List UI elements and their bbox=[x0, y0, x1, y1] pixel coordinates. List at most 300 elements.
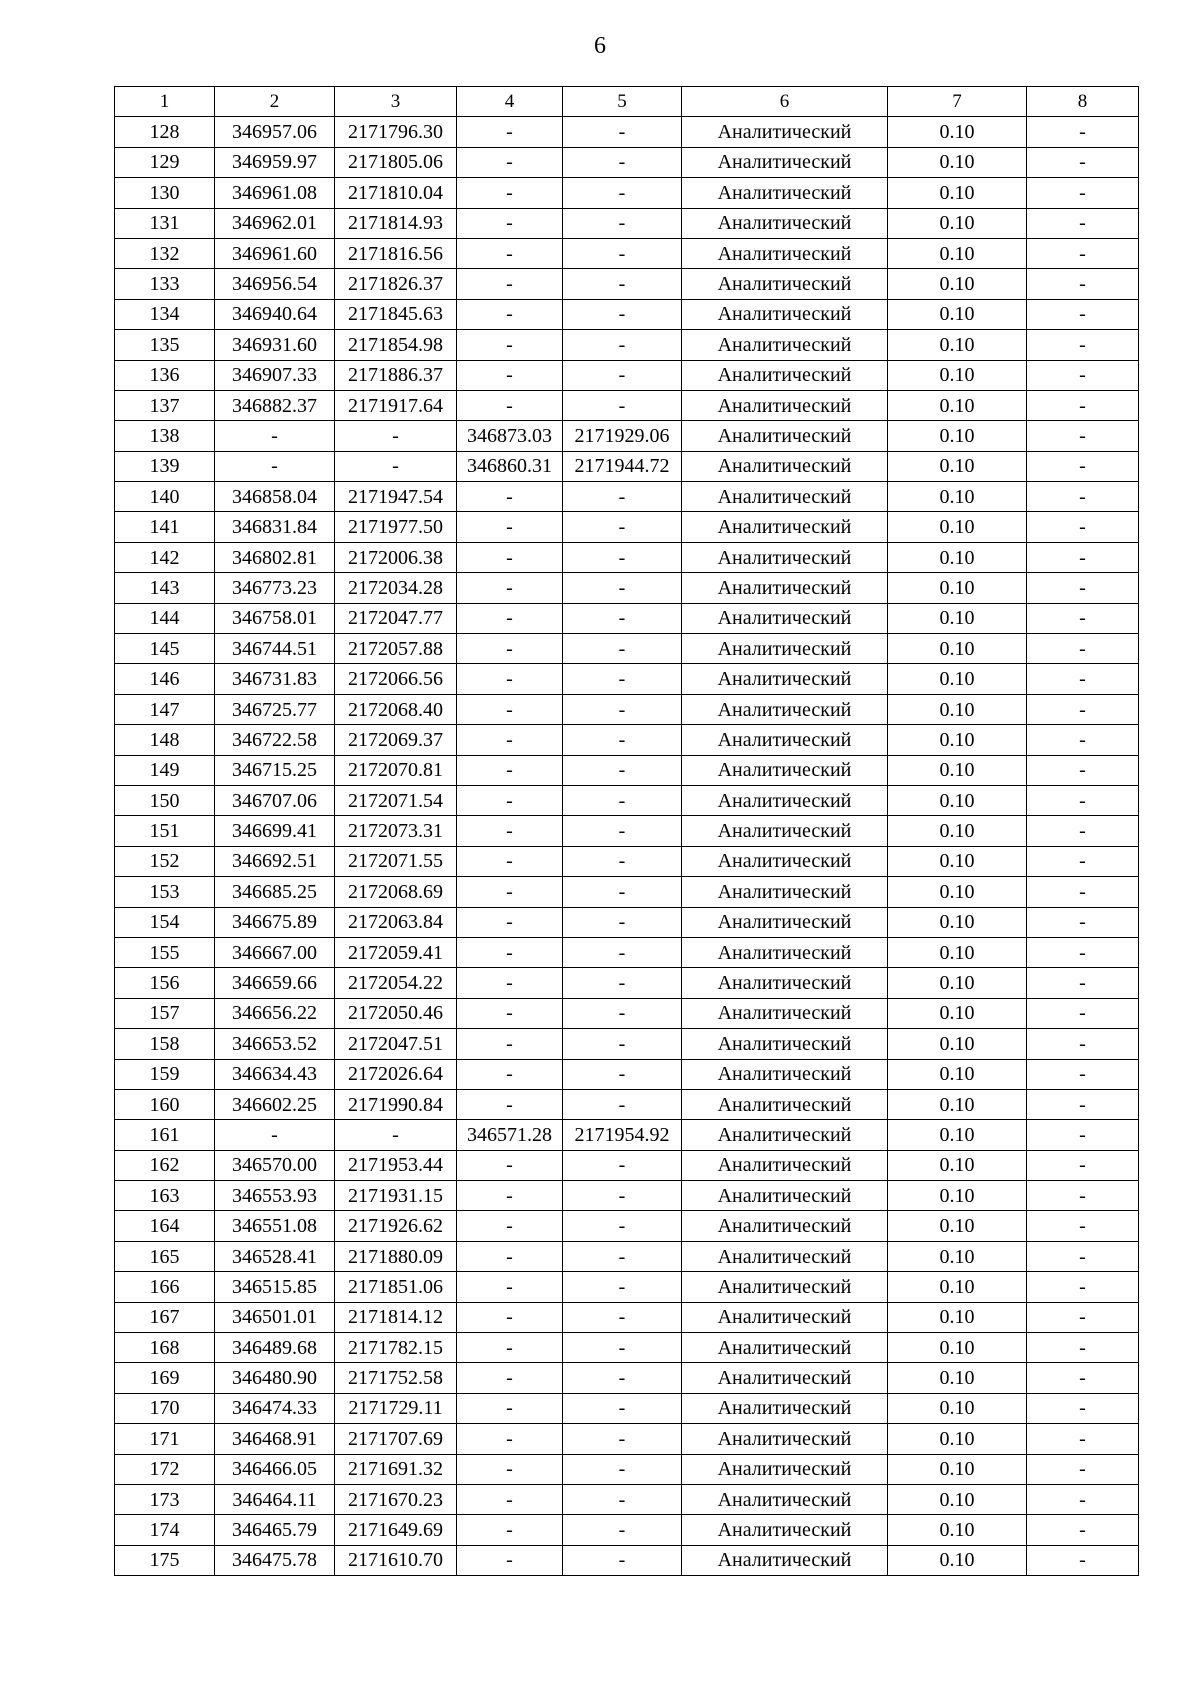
table-row bbox=[115, 1363, 1139, 1393]
cell-y-coordinate-alt: - bbox=[563, 907, 682, 937]
cell-point-number: 145 bbox=[115, 634, 215, 664]
cell-x-coordinate-alt: - bbox=[457, 664, 563, 694]
cell-method: Аналитический bbox=[682, 937, 888, 967]
cell-note: - bbox=[1027, 269, 1139, 299]
cell-accuracy: 0.10 bbox=[888, 1150, 1027, 1180]
table-row bbox=[115, 694, 1139, 724]
cell-y-coordinate: 2171990.84 bbox=[335, 1089, 457, 1119]
cell-point-number: 169 bbox=[115, 1363, 215, 1393]
cell-x-coordinate-alt: - bbox=[457, 1363, 563, 1393]
cell-y-coordinate: 2171691.32 bbox=[335, 1454, 457, 1484]
cell-x-coordinate: 346707.06 bbox=[215, 785, 335, 815]
cell-note: - bbox=[1027, 1211, 1139, 1241]
cell-x-coordinate: 346553.93 bbox=[215, 1181, 335, 1211]
cell-y-coordinate: 2171917.64 bbox=[335, 390, 457, 420]
cell-accuracy: 0.10 bbox=[888, 360, 1027, 390]
cell-x-coordinate-alt: - bbox=[457, 755, 563, 785]
column-header-x-coordinate-alt: 4 bbox=[457, 87, 563, 117]
cell-accuracy: 0.10 bbox=[888, 634, 1027, 664]
cell-y-coordinate-alt: - bbox=[563, 998, 682, 1028]
cell-y-coordinate-alt: - bbox=[563, 1454, 682, 1484]
cell-point-number: 152 bbox=[115, 846, 215, 876]
cell-note: - bbox=[1027, 968, 1139, 998]
cell-y-coordinate: 2172071.55 bbox=[335, 846, 457, 876]
table-row bbox=[115, 451, 1139, 481]
cell-point-number: 136 bbox=[115, 360, 215, 390]
cell-x-coordinate-alt: - bbox=[457, 330, 563, 360]
cell-x-coordinate-alt: - bbox=[457, 178, 563, 208]
cell-x-coordinate-alt: - bbox=[457, 1545, 563, 1575]
cell-point-number: 166 bbox=[115, 1272, 215, 1302]
table-row bbox=[115, 1029, 1139, 1059]
cell-x-coordinate-alt: - bbox=[457, 1241, 563, 1271]
cell-x-coordinate: 346634.43 bbox=[215, 1059, 335, 1089]
cell-note: - bbox=[1027, 1272, 1139, 1302]
cell-y-coordinate-alt: - bbox=[563, 1241, 682, 1271]
cell-accuracy: 0.10 bbox=[888, 725, 1027, 755]
cell-x-coordinate-alt: - bbox=[457, 1454, 563, 1484]
table-row bbox=[115, 482, 1139, 512]
cell-note: - bbox=[1027, 877, 1139, 907]
cell-accuracy: 0.10 bbox=[888, 330, 1027, 360]
cell-y-coordinate: 2171931.15 bbox=[335, 1181, 457, 1211]
cell-y-coordinate-alt: - bbox=[563, 482, 682, 512]
cell-x-coordinate-alt: - bbox=[457, 573, 563, 603]
cell-point-number: 129 bbox=[115, 147, 215, 177]
cell-y-coordinate: 2171926.62 bbox=[335, 1211, 457, 1241]
cell-accuracy: 0.10 bbox=[888, 1545, 1027, 1575]
cell-x-coordinate-alt: - bbox=[457, 269, 563, 299]
cell-note: - bbox=[1027, 603, 1139, 633]
cell-accuracy: 0.10 bbox=[888, 907, 1027, 937]
table-row bbox=[115, 1333, 1139, 1363]
cell-y-coordinate: 2171814.93 bbox=[335, 208, 457, 238]
cell-x-coordinate: 346725.77 bbox=[215, 694, 335, 724]
cell-accuracy: 0.10 bbox=[888, 1059, 1027, 1089]
table-row bbox=[115, 968, 1139, 998]
cell-method: Аналитический bbox=[682, 573, 888, 603]
cell-x-coordinate: 346959.97 bbox=[215, 147, 335, 177]
cell-note: - bbox=[1027, 1241, 1139, 1271]
cell-note: - bbox=[1027, 907, 1139, 937]
cell-x-coordinate-alt: - bbox=[457, 147, 563, 177]
cell-x-coordinate-alt: - bbox=[457, 968, 563, 998]
cell-y-coordinate: 2171805.06 bbox=[335, 147, 457, 177]
cell-note: - bbox=[1027, 178, 1139, 208]
cell-y-coordinate: 2171953.44 bbox=[335, 1150, 457, 1180]
cell-point-number: 144 bbox=[115, 603, 215, 633]
cell-point-number: 139 bbox=[115, 451, 215, 481]
cell-x-coordinate-alt: - bbox=[457, 208, 563, 238]
cell-accuracy: 0.10 bbox=[888, 147, 1027, 177]
cell-y-coordinate: - bbox=[335, 1120, 457, 1150]
cell-point-number: 151 bbox=[115, 816, 215, 846]
table-row bbox=[115, 1454, 1139, 1484]
cell-y-coordinate: 2171707.69 bbox=[335, 1424, 457, 1454]
cell-x-coordinate: 346961.60 bbox=[215, 238, 335, 268]
cell-point-number: 147 bbox=[115, 694, 215, 724]
cell-y-coordinate-alt: - bbox=[563, 1515, 682, 1545]
cell-y-coordinate-alt: - bbox=[563, 269, 682, 299]
cell-y-coordinate: 2172050.46 bbox=[335, 998, 457, 1028]
cell-x-coordinate: 346722.58 bbox=[215, 725, 335, 755]
cell-point-number: 170 bbox=[115, 1393, 215, 1423]
cell-accuracy: 0.10 bbox=[888, 937, 1027, 967]
cell-y-coordinate: 2172026.64 bbox=[335, 1059, 457, 1089]
table-row bbox=[115, 1181, 1139, 1211]
cell-method: Аналитический bbox=[682, 816, 888, 846]
cell-y-coordinate-alt: - bbox=[563, 330, 682, 360]
cell-accuracy: 0.10 bbox=[888, 846, 1027, 876]
cell-note: - bbox=[1027, 390, 1139, 420]
cell-method: Аналитический bbox=[682, 238, 888, 268]
cell-y-coordinate-alt: 2171954.92 bbox=[563, 1120, 682, 1150]
cell-note: - bbox=[1027, 1484, 1139, 1514]
cell-accuracy: 0.10 bbox=[888, 1241, 1027, 1271]
cell-y-coordinate: 2172066.56 bbox=[335, 664, 457, 694]
cell-y-coordinate: 2171782.15 bbox=[335, 1333, 457, 1363]
cell-note: - bbox=[1027, 694, 1139, 724]
table-row bbox=[115, 907, 1139, 937]
cell-point-number: 174 bbox=[115, 1515, 215, 1545]
cell-y-coordinate: 2171826.37 bbox=[335, 269, 457, 299]
cell-accuracy: 0.10 bbox=[888, 1484, 1027, 1514]
cell-note: - bbox=[1027, 1454, 1139, 1484]
cell-point-number: 155 bbox=[115, 937, 215, 967]
cell-x-coordinate: 346957.06 bbox=[215, 117, 335, 147]
cell-note: - bbox=[1027, 1181, 1139, 1211]
cell-y-coordinate: 2172047.77 bbox=[335, 603, 457, 633]
cell-accuracy: 0.10 bbox=[888, 208, 1027, 238]
cell-point-number: 133 bbox=[115, 269, 215, 299]
cell-x-coordinate-alt: - bbox=[457, 360, 563, 390]
cell-point-number: 143 bbox=[115, 573, 215, 603]
cell-y-coordinate: 2171880.09 bbox=[335, 1241, 457, 1271]
cell-method: Аналитический bbox=[682, 1484, 888, 1514]
cell-x-coordinate-alt: - bbox=[457, 877, 563, 907]
table-row bbox=[115, 1515, 1139, 1545]
cell-method: Аналитический bbox=[682, 755, 888, 785]
cell-x-coordinate-alt: - bbox=[457, 542, 563, 572]
cell-x-coordinate-alt: - bbox=[457, 1211, 563, 1241]
column-header-point-number: 1 bbox=[115, 87, 215, 117]
table-header-row bbox=[115, 87, 1139, 117]
cell-note: - bbox=[1027, 634, 1139, 664]
cell-y-coordinate: 2172047.51 bbox=[335, 1029, 457, 1059]
table-row bbox=[115, 1302, 1139, 1332]
cell-y-coordinate-alt: - bbox=[563, 1150, 682, 1180]
table-row bbox=[115, 1393, 1139, 1423]
cell-x-coordinate: 346931.60 bbox=[215, 330, 335, 360]
cell-x-coordinate-alt: - bbox=[457, 1484, 563, 1514]
cell-y-coordinate: 2171796.30 bbox=[335, 117, 457, 147]
cell-point-number: 154 bbox=[115, 907, 215, 937]
cell-method: Аналитический bbox=[682, 1029, 888, 1059]
cell-x-coordinate-alt: - bbox=[457, 603, 563, 633]
cell-note: - bbox=[1027, 238, 1139, 268]
cell-point-number: 135 bbox=[115, 330, 215, 360]
cell-note: - bbox=[1027, 1120, 1139, 1150]
cell-y-coordinate: 2171854.98 bbox=[335, 330, 457, 360]
table-row bbox=[115, 1272, 1139, 1302]
cell-accuracy: 0.10 bbox=[888, 1181, 1027, 1211]
cell-x-coordinate: 346653.52 bbox=[215, 1029, 335, 1059]
cell-accuracy: 0.10 bbox=[888, 755, 1027, 785]
cell-point-number: 164 bbox=[115, 1211, 215, 1241]
cell-note: - bbox=[1027, 785, 1139, 815]
cell-x-coordinate-alt: - bbox=[457, 634, 563, 664]
cell-y-coordinate: - bbox=[335, 421, 457, 451]
table-body bbox=[115, 117, 1139, 1576]
cell-y-coordinate-alt: 2171929.06 bbox=[563, 421, 682, 451]
cell-note: - bbox=[1027, 755, 1139, 785]
cell-x-coordinate-alt: - bbox=[457, 937, 563, 967]
table-row bbox=[115, 238, 1139, 268]
cell-accuracy: 0.10 bbox=[888, 390, 1027, 420]
cell-x-coordinate-alt: - bbox=[457, 1272, 563, 1302]
cell-x-coordinate-alt: - bbox=[457, 512, 563, 542]
cell-method: Аналитический bbox=[682, 1059, 888, 1089]
cell-accuracy: 0.10 bbox=[888, 1272, 1027, 1302]
cell-y-coordinate-alt: - bbox=[563, 360, 682, 390]
cell-y-coordinate-alt: - bbox=[563, 238, 682, 268]
table-row bbox=[115, 816, 1139, 846]
cell-x-coordinate-alt: - bbox=[457, 1059, 563, 1089]
cell-x-coordinate-alt: 346571.28 bbox=[457, 1120, 563, 1150]
cell-note: - bbox=[1027, 1393, 1139, 1423]
cell-y-coordinate: 2172034.28 bbox=[335, 573, 457, 603]
cell-y-coordinate-alt: - bbox=[563, 1089, 682, 1119]
table-row bbox=[115, 937, 1139, 967]
cell-point-number: 131 bbox=[115, 208, 215, 238]
cell-note: - bbox=[1027, 1150, 1139, 1180]
cell-x-coordinate-alt: - bbox=[457, 117, 563, 147]
cell-x-coordinate-alt: - bbox=[457, 1029, 563, 1059]
cell-note: - bbox=[1027, 937, 1139, 967]
cell-note: - bbox=[1027, 1029, 1139, 1059]
cell-note: - bbox=[1027, 1545, 1139, 1575]
cell-y-coordinate: 2172073.31 bbox=[335, 816, 457, 846]
cell-y-coordinate-alt: - bbox=[563, 512, 682, 542]
table-row bbox=[115, 755, 1139, 785]
cell-x-coordinate: 346528.41 bbox=[215, 1241, 335, 1271]
cell-method: Аналитический bbox=[682, 269, 888, 299]
table-row bbox=[115, 634, 1139, 664]
cell-note: - bbox=[1027, 573, 1139, 603]
table-row bbox=[115, 725, 1139, 755]
cell-y-coordinate-alt: - bbox=[563, 725, 682, 755]
cell-x-coordinate: 346465.79 bbox=[215, 1515, 335, 1545]
cell-x-coordinate: 346602.25 bbox=[215, 1089, 335, 1119]
cell-accuracy: 0.10 bbox=[888, 877, 1027, 907]
cell-point-number: 160 bbox=[115, 1089, 215, 1119]
cell-point-number: 167 bbox=[115, 1302, 215, 1332]
cell-note: - bbox=[1027, 1333, 1139, 1363]
cell-method: Аналитический bbox=[682, 1302, 888, 1332]
cell-method: Аналитический bbox=[682, 1120, 888, 1150]
page-number: 6 bbox=[594, 33, 606, 59]
cell-x-coordinate-alt: - bbox=[457, 907, 563, 937]
cell-point-number: 149 bbox=[115, 755, 215, 785]
cell-note: - bbox=[1027, 117, 1139, 147]
cell-method: Аналитический bbox=[682, 694, 888, 724]
cell-x-coordinate: 346858.04 bbox=[215, 482, 335, 512]
column-header-y-coordinate: 3 bbox=[335, 87, 457, 117]
cell-method: Аналитический bbox=[682, 907, 888, 937]
cell-accuracy: 0.10 bbox=[888, 1120, 1027, 1150]
cell-method: Аналитический bbox=[682, 1089, 888, 1119]
cell-method: Аналитический bbox=[682, 451, 888, 481]
cell-y-coordinate-alt: - bbox=[563, 1484, 682, 1514]
cell-note: - bbox=[1027, 816, 1139, 846]
cell-x-coordinate: 346475.78 bbox=[215, 1545, 335, 1575]
cell-note: - bbox=[1027, 1089, 1139, 1119]
cell-x-coordinate: 346656.22 bbox=[215, 998, 335, 1028]
cell-x-coordinate-alt: - bbox=[457, 846, 563, 876]
cell-y-coordinate: 2172006.38 bbox=[335, 542, 457, 572]
cell-accuracy: 0.10 bbox=[888, 785, 1027, 815]
cell-note: - bbox=[1027, 1363, 1139, 1393]
cell-method: Аналитический bbox=[682, 1454, 888, 1484]
cell-x-coordinate: 346758.01 bbox=[215, 603, 335, 633]
cell-x-coordinate: 346466.05 bbox=[215, 1454, 335, 1484]
cell-point-number: 172 bbox=[115, 1454, 215, 1484]
table-row bbox=[115, 390, 1139, 420]
table-row bbox=[115, 846, 1139, 876]
table-row bbox=[115, 1150, 1139, 1180]
cell-x-coordinate: 346480.90 bbox=[215, 1363, 335, 1393]
table-row bbox=[115, 512, 1139, 542]
cell-x-coordinate: 346956.54 bbox=[215, 269, 335, 299]
cell-accuracy: 0.10 bbox=[888, 1393, 1027, 1423]
cell-y-coordinate: 2172059.41 bbox=[335, 937, 457, 967]
cell-method: Аналитический bbox=[682, 208, 888, 238]
cell-accuracy: 0.10 bbox=[888, 421, 1027, 451]
table-row bbox=[115, 877, 1139, 907]
table-row bbox=[115, 1089, 1139, 1119]
cell-x-coordinate: 346802.81 bbox=[215, 542, 335, 572]
cell-method: Аналитический bbox=[682, 178, 888, 208]
table-row bbox=[115, 1241, 1139, 1271]
cell-accuracy: 0.10 bbox=[888, 998, 1027, 1028]
table-row bbox=[115, 1059, 1139, 1089]
cell-accuracy: 0.10 bbox=[888, 269, 1027, 299]
cell-note: - bbox=[1027, 330, 1139, 360]
cell-method: Аналитический bbox=[682, 117, 888, 147]
cell-point-number: 165 bbox=[115, 1241, 215, 1271]
cell-x-coordinate: 346962.01 bbox=[215, 208, 335, 238]
table-row bbox=[115, 208, 1139, 238]
cell-y-coordinate-alt: - bbox=[563, 634, 682, 664]
cell-accuracy: 0.10 bbox=[888, 1089, 1027, 1119]
cell-x-coordinate: 346515.85 bbox=[215, 1272, 335, 1302]
column-header-note: 8 bbox=[1027, 87, 1139, 117]
cell-method: Аналитический bbox=[682, 634, 888, 664]
cell-y-coordinate: 2171886.37 bbox=[335, 360, 457, 390]
cell-point-number: 138 bbox=[115, 421, 215, 451]
cell-y-coordinate-alt: - bbox=[563, 1302, 682, 1332]
cell-method: Аналитический bbox=[682, 664, 888, 694]
cell-method: Аналитический bbox=[682, 1515, 888, 1545]
cell-y-coordinate-alt: - bbox=[563, 937, 682, 967]
cell-method: Аналитический bbox=[682, 877, 888, 907]
cell-x-coordinate-alt: - bbox=[457, 725, 563, 755]
cell-y-coordinate-alt: - bbox=[563, 1181, 682, 1211]
cell-y-coordinate: 2171947.54 bbox=[335, 482, 457, 512]
cell-y-coordinate: 2171670.23 bbox=[335, 1484, 457, 1514]
cell-note: - bbox=[1027, 360, 1139, 390]
cell-x-coordinate: 346675.89 bbox=[215, 907, 335, 937]
cell-x-coordinate: 346489.68 bbox=[215, 1333, 335, 1363]
cell-x-coordinate-alt: - bbox=[457, 694, 563, 724]
cell-note: - bbox=[1027, 1302, 1139, 1332]
cell-note: - bbox=[1027, 664, 1139, 694]
cell-point-number: 168 bbox=[115, 1333, 215, 1363]
cell-method: Аналитический bbox=[682, 1393, 888, 1423]
cell-note: - bbox=[1027, 542, 1139, 572]
cell-y-coordinate-alt: - bbox=[563, 1272, 682, 1302]
cell-accuracy: 0.10 bbox=[888, 968, 1027, 998]
cell-accuracy: 0.10 bbox=[888, 238, 1027, 268]
cell-point-number: 173 bbox=[115, 1484, 215, 1514]
cell-method: Аналитический bbox=[682, 147, 888, 177]
cell-x-coordinate-alt: - bbox=[457, 299, 563, 329]
cell-accuracy: 0.10 bbox=[888, 1363, 1027, 1393]
cell-y-coordinate-alt: - bbox=[563, 1363, 682, 1393]
cell-x-coordinate-alt: - bbox=[457, 1181, 563, 1211]
cell-x-coordinate: - bbox=[215, 1120, 335, 1150]
cell-y-coordinate-alt: - bbox=[563, 1211, 682, 1241]
cell-method: Аналитический bbox=[682, 299, 888, 329]
cell-method: Аналитический bbox=[682, 603, 888, 633]
cell-y-coordinate-alt: - bbox=[563, 846, 682, 876]
cell-y-coordinate: 2171814.12 bbox=[335, 1302, 457, 1332]
cell-note: - bbox=[1027, 1424, 1139, 1454]
table-row bbox=[115, 1120, 1139, 1150]
cell-x-coordinate: 346501.01 bbox=[215, 1302, 335, 1332]
cell-point-number: 146 bbox=[115, 664, 215, 694]
cell-x-coordinate-alt: - bbox=[457, 1424, 563, 1454]
table-row bbox=[115, 117, 1139, 147]
cell-x-coordinate-alt: - bbox=[457, 998, 563, 1028]
cell-method: Аналитический bbox=[682, 512, 888, 542]
cell-y-coordinate-alt: - bbox=[563, 117, 682, 147]
column-header-y-coordinate-alt: 5 bbox=[563, 87, 682, 117]
cell-point-number: 159 bbox=[115, 1059, 215, 1089]
table-row bbox=[115, 330, 1139, 360]
cell-accuracy: 0.10 bbox=[888, 1454, 1027, 1484]
cell-note: - bbox=[1027, 725, 1139, 755]
cell-x-coordinate: 346685.25 bbox=[215, 877, 335, 907]
cell-y-coordinate-alt: - bbox=[563, 816, 682, 846]
table-row bbox=[115, 998, 1139, 1028]
cell-y-coordinate: 2172063.84 bbox=[335, 907, 457, 937]
cell-y-coordinate: 2172054.22 bbox=[335, 968, 457, 998]
cell-x-coordinate-alt: - bbox=[457, 1393, 563, 1423]
cell-y-coordinate: 2172069.37 bbox=[335, 725, 457, 755]
cell-y-coordinate-alt: - bbox=[563, 603, 682, 633]
cell-x-coordinate: 346667.00 bbox=[215, 937, 335, 967]
cell-x-coordinate-alt: - bbox=[457, 238, 563, 268]
cell-y-coordinate-alt: - bbox=[563, 1029, 682, 1059]
cell-y-coordinate: 2171752.58 bbox=[335, 1363, 457, 1393]
cell-y-coordinate-alt: - bbox=[563, 1424, 682, 1454]
cell-y-coordinate-alt: - bbox=[563, 1545, 682, 1575]
cell-point-number: 142 bbox=[115, 542, 215, 572]
cell-point-number: 158 bbox=[115, 1029, 215, 1059]
table-row bbox=[115, 178, 1139, 208]
cell-note: - bbox=[1027, 998, 1139, 1028]
